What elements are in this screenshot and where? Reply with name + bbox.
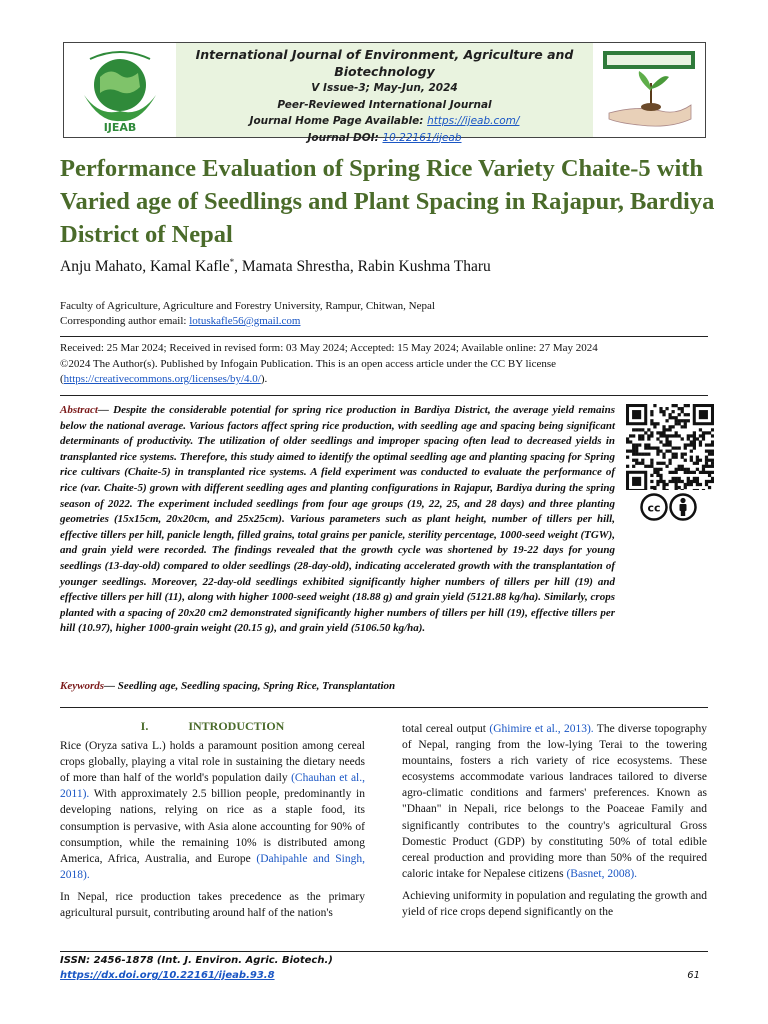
corresponding-label: Corresponding author email: xyxy=(60,315,187,327)
journal-issue: V Issue-3; May-Jun, 2024 xyxy=(311,82,458,94)
paragraph xyxy=(60,738,365,883)
paragraph xyxy=(402,721,707,882)
section-heading xyxy=(60,718,365,734)
text: total cereal output xyxy=(402,723,490,735)
page-number: 61 xyxy=(687,970,700,981)
abstract xyxy=(60,403,615,637)
text: The diverse topography of Nepal, ranging from the low-lying Terai to the towering mountains, fosters a rich variety of rice ecosystems. These ecosystems accommodate various landraces tailored to diverse agro-climatic conditions and farmers' preferences. Known as "Dhaan" in Nepali, rice belongs to the Poaceae Family and significantly contributes to the country's agricultural Gross Domestic Product (GDP) by constituting 50% of total edible cereal production and providing more than 50% of the required caloric intake for Nepalese citizens xyxy=(402,723,707,880)
article-doi-link[interactable]: https://dx.doi.org/10.22161/ijeab.93.8 xyxy=(60,970,275,981)
abstract-text: Despite the considerable potential for spring rice production in Bardiya District, the average yield remains below the national average. Various factors affect spring rice production, with seedling age and spacing being significant determinants of productivity. The utilization of older seedlings and improper spacing often lead to decreased yields in transplanted rice systems. Therefore, this study aimed to identify the optimal seedling age and planting spacing for Spring rice cultivars (Chaite-5) in transplanted rice systems. A field experiment was conducted to evaluate the performance of rice (var. Chaite-5) grown with different seedling ages and planting configurations in Rajapur, Bardiya during the spring season of 2022. The experiment included seedlings from four age groups (19, 22, 25, and 28 days) and three planting geometries (15x15cm, 20x20cm, and 25x25cm). Various parameters such as plant height, number of tillers per hill, effective tillers per hill, panicle length, filled grains, total grains per panicle, sterility percentage, 1000-seed weight (TGW), and grain yield were recorded. The findings revealed that the growth cycle was shortened by 19-22 days for young seedlings (13-day-old) compared to older seedlings (28-day-old), indicating accelerated growth with the transplantation of younger seedlings. Moreover, 22-day-old seedlings exhibited significantly higher numbers of tillers per hill (19) and effective tillers per hill (11), along with higher 1000-seed weight (18.88 g) and grain yield (5121.88 kg/ha). Similarly, crops planted with a spacing of 20x20 cm2 demonstrated significantly higher numbers of tillers per hill (19), effective tillers per hill (10.97), higher 1000-grain weight (20.15 g), and grain yield (5106.50 kg/ha). xyxy=(60,404,616,635)
cc-by-icon xyxy=(640,492,698,522)
home-link[interactable]: https://ijeab.com/ xyxy=(427,115,520,127)
doi-link[interactable]: 10.22161/ijeab xyxy=(382,131,462,144)
affiliation: Faculty of Agriculture, Agriculture and Forestry University, Rampur, Chitwan, Nepal xyxy=(60,300,435,312)
logo-text: IJEAB xyxy=(103,121,137,133)
abstract-dash: — xyxy=(97,404,114,416)
license-open: ( xyxy=(60,373,64,385)
doi-label: Journal DOI: xyxy=(307,131,379,144)
keywords-label: Keywords xyxy=(60,680,104,692)
home-label: Journal Home Page Available: xyxy=(249,115,424,127)
citation-link[interactable]: (Ghimire et al., 2013). xyxy=(489,723,594,735)
license-text: ©2024 The Author(s). Published by Infogain Publication. This is an open access article under the CC BY license xyxy=(60,357,557,370)
abstract-label: Abstract xyxy=(60,404,98,416)
text: Rice (Oryza sativa L.) holds a paramount position among cereal crops globally, playing a vital role in sustaining the dietary needs of more than half of the world's population daily xyxy=(60,740,365,785)
divider xyxy=(60,395,708,396)
issn: ISSN: 2456-1878 (Int. J. Environ. Agric. Biotech.) xyxy=(60,955,333,966)
svg-text:cc: cc xyxy=(647,501,661,515)
divider xyxy=(60,336,708,337)
corresponding-author xyxy=(60,314,435,329)
journal-header xyxy=(63,42,706,144)
plant-hand-icon xyxy=(599,49,699,131)
license-close: ). xyxy=(260,373,268,385)
citation-link[interactable]: (Chauhan et al., 2011). xyxy=(60,772,366,801)
divider xyxy=(60,707,708,708)
journal-review: Peer-Reviewed International Journal xyxy=(277,98,492,111)
history: Received: 25 Mar 2024; Received in revised form: 03 May 2024; Accepted: 15 May 2024; Available online: 27 May 2024 xyxy=(60,342,598,354)
citation-link[interactable]: (Basnet, 2008). xyxy=(566,867,638,880)
journal-doi xyxy=(176,130,593,147)
license-link[interactable]: https://creativecommons.org/licenses/by/4.0/ xyxy=(63,373,261,385)
email-link[interactable]: lotuskafle56@gmail.com xyxy=(189,315,301,327)
authors-part-2: , Mamata Shrestha, Rabin Kushma Tharu xyxy=(234,258,491,276)
author-list xyxy=(60,257,491,276)
qr-code-icon[interactable] xyxy=(626,404,714,490)
paragraph: Achieving uniformity in population and regulating the growth and yield of rice crops depend significantly on the xyxy=(402,889,707,919)
page-footer xyxy=(60,951,708,983)
keywords-dash: — xyxy=(104,680,118,692)
citation-link[interactable]: (Dahipahle and Singh, 2018). xyxy=(60,852,365,881)
journal-home xyxy=(176,113,593,130)
license xyxy=(60,357,640,388)
column-right xyxy=(402,721,707,926)
keywords xyxy=(60,680,395,692)
section-number: I. xyxy=(140,719,149,733)
article-dates xyxy=(60,341,640,388)
keywords-text: Seedling age, Seedling spacing, Spring Rice, Transplantation xyxy=(117,680,396,692)
journal-logo-icon xyxy=(70,47,170,133)
journal-name: International Journal of Environment, Agriculture and Biotechnology xyxy=(195,47,574,79)
corresponding-mark: * xyxy=(229,257,235,267)
column-left xyxy=(60,718,365,927)
article-title: Performance Evaluation of Spring Rice Variety Chaite-5 with Varied age of Seedlings and Plant Spacing in Rajapur, Bardiya District of Nepal xyxy=(60,155,715,248)
section-title: INTRODUCTION xyxy=(188,719,285,733)
paragraph: In Nepal, rice production takes precedence as the primary agricultural pursuit, contributing around half of the nation's xyxy=(60,890,365,920)
text: With approximately 2.5 billion people, predominantly in developing nations, relying on rice as a staple food, its consumption is pervasive, with Asia alone accounting for 90% of consumption, while the remaining 10% is distributed among America, Africa, Australia, and Europe xyxy=(60,788,365,865)
affiliation-block xyxy=(60,299,435,329)
authors-part-1: Anju Mahato, Kamal Kafle xyxy=(60,258,230,276)
